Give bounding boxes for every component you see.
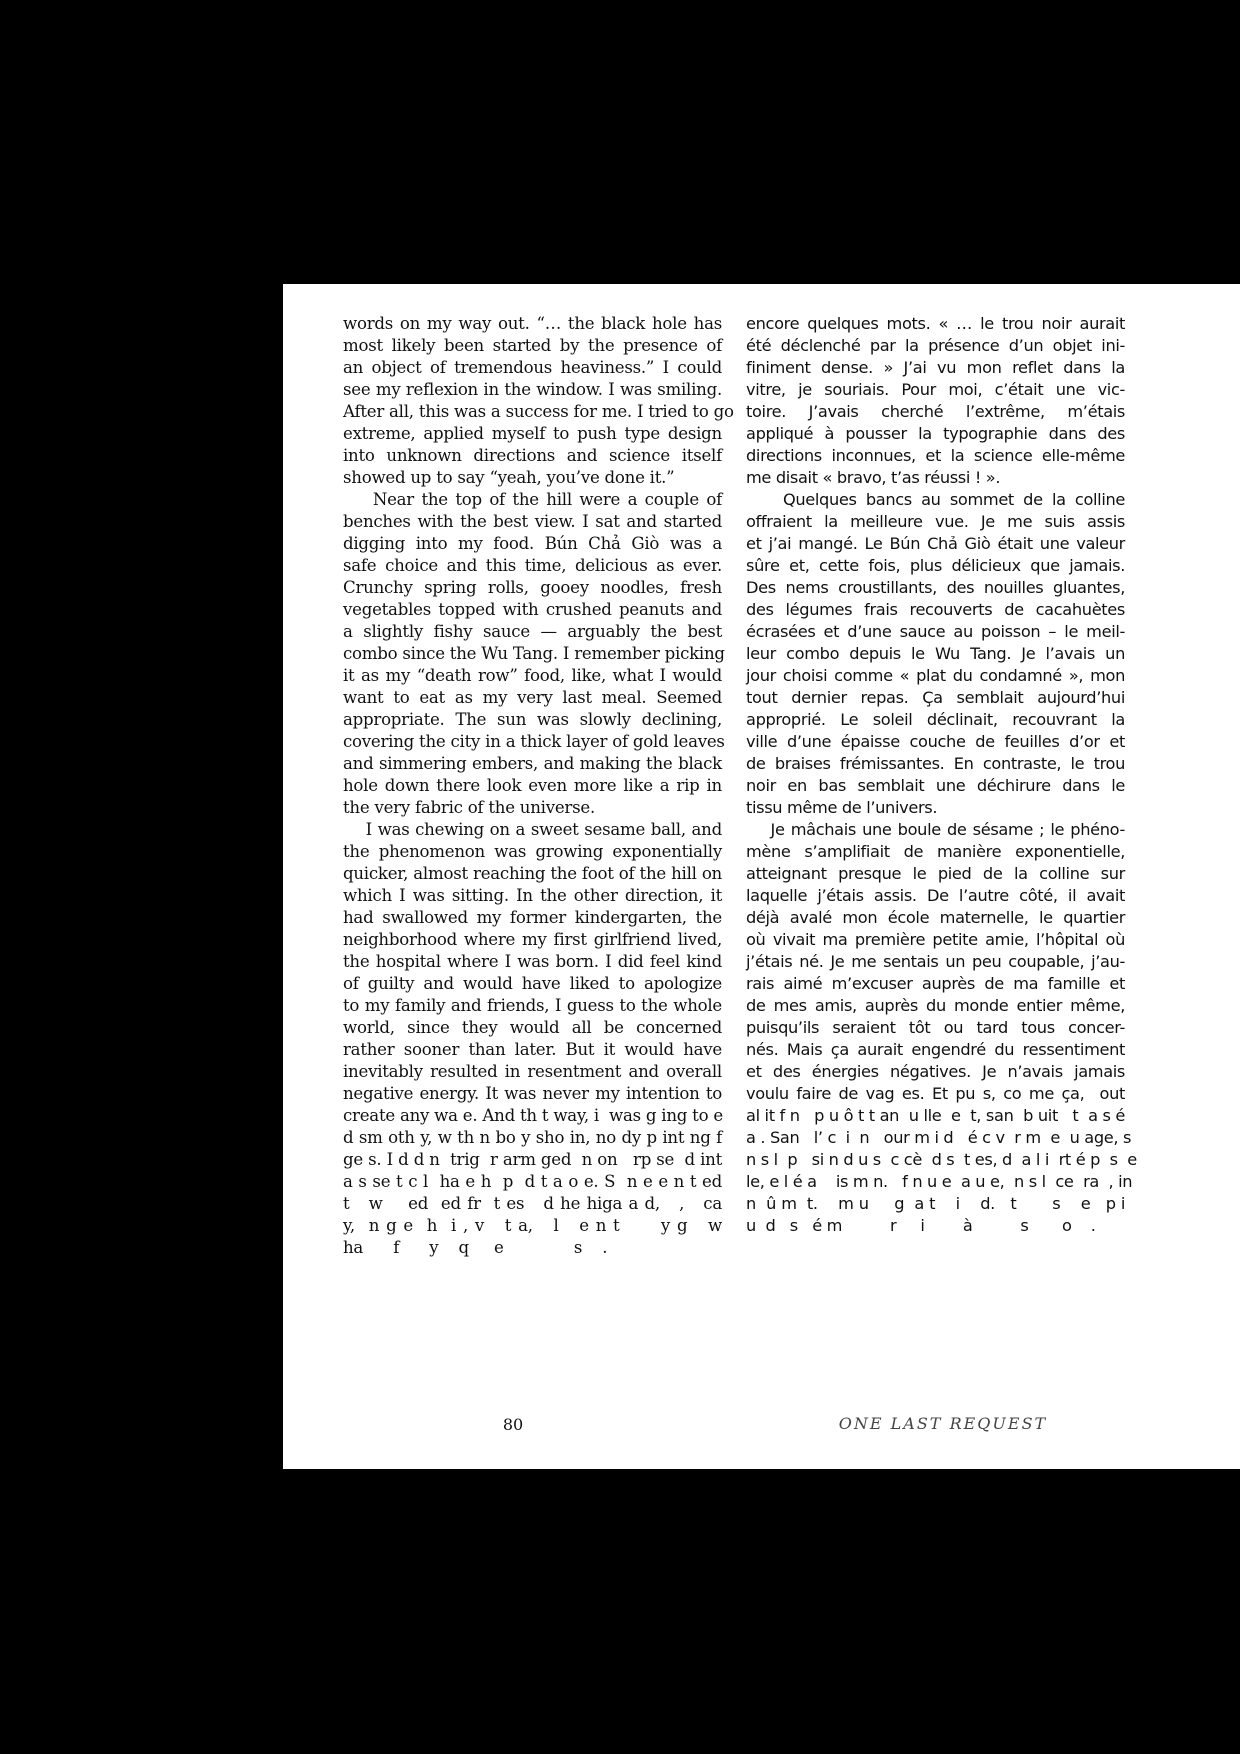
text-line: t w ed ed fr t es d he higa a d, , ca [343,1194,722,1213]
text-line: nés. Mais ça aurait engendré du ressentiment [746,1040,1125,1059]
text-line: to my family and friends, I guess to the whole [343,996,722,1015]
text-line: most likely been started by the presence of [343,336,722,355]
text-line: n û m t. m u g a t i d. t s e p i [746,1194,1125,1213]
text-line: où vivait ma première petite amie, l’hôpital où [746,930,1125,949]
text-line: ha f y q e s . [343,1238,608,1257]
text-line: encore quelques mots. « … le trou noir aurait [746,314,1125,333]
text-line: Crunchy spring rolls, gooey noodles, fresh [343,578,722,597]
text-line: an object of tremendous heaviness.” I could [343,358,722,377]
text-line: y, n g e h i , v t a, l e n t y g w [343,1216,722,1235]
text-line: world, since they would all be concerned [343,1018,722,1037]
page-number: 80 [502,1415,524,1434]
text-line: Quelques bancs au sommet de la colline [746,490,1125,509]
text-line: into unknown directions and science itself [343,446,722,465]
text-line: Near the top of the hill were a couple of [343,490,722,509]
text-line: jour choisi comme « plat du condamné », mon [746,666,1125,685]
text-line: appliqué à pousser la typographie dans des [746,424,1125,443]
text-line: hole down there look even more like a rip in [343,776,722,795]
text-line: directions inconnues, et la science elle-même [746,446,1125,465]
english-text-column [343,313,734,1259]
text-line: ville d’une épaisse couche de feuilles d’or et [746,732,1125,751]
text-line: le, e l é a is m n. f n u e a u e, n s l ce ra , in [746,1172,1133,1191]
text-line: me disait « bravo, t’as réussi ! ». [746,468,1001,487]
text-line: digging into my food. Bún Chả Giò was a [343,534,722,553]
text-line: the phenomenon was growing exponentially [343,842,722,861]
text-line: appropriate. The sun was slowly declining, [343,710,722,729]
text-line: finiment dense. » J’ai vu mon reflet dans la [746,358,1125,377]
text-line: d sm oth y, w th n bo y sho in, no dy p int ng f [343,1128,722,1147]
text-line: u d s é m r i à s o . [746,1216,1096,1235]
text-line: want to eat as my very last meal. Seemed [343,688,722,707]
text-line: toire. J’avais cherché l’extrême, m’étais [746,402,1125,421]
text-line: de mes amis, auprès du monde entier même, [746,996,1125,1015]
text-line: approprié. Le soleil déclinait, recouvrant la [746,710,1125,729]
text-line: negative energy. It was never my intention to [343,1084,722,1103]
french-text-column [746,313,1137,1237]
text-line: mène s’amplifiait de manière exponentielle, [746,842,1125,861]
text-line: tissu même de l’univers. [746,798,938,817]
text-line: leur combo depuis le Wu Tang. Je l’avais un [746,644,1125,663]
text-line: sûre et, cette fois, plus délicieux que jamais. [746,556,1125,575]
text-line: déjà avalé mon école maternelle, le quartier [746,908,1125,927]
text-line: écrasées et d’une sauce au poisson – le meil- [746,622,1125,641]
text-line: offraient la meilleure vue. Je me suis assis [746,512,1125,531]
text-line: été déclenché par la présence d’un objet ini- [746,336,1125,355]
text-line: had swallowed my former kindergarten, the [343,908,722,927]
text-line: the very fabric of the universe. [343,798,595,817]
text-line: et j’ai mangé. Le Bún Chả Giò était une valeur [746,534,1125,553]
text-line: combo since the Wu Tang. I remember picking [343,644,725,663]
text-line: inevitably resulted in resentment and overall [343,1062,722,1081]
text-line: noir en bas semblait une déchirure dans le [746,776,1125,795]
text-line: it as my “death row” food, like, what I would [343,666,722,685]
text-line: et des énergies négatives. Je n’avais jamais [746,1062,1125,1081]
text-line: atteignant presque le pied de la colline sur [746,864,1125,883]
text-line: voulu faire de vag es. Et pu s, co me ça, out [746,1084,1125,1103]
text-line: n s l p si n d u s c cè d s t es, d a l i rt é p s e [746,1150,1137,1169]
book-page [283,284,1240,1469]
text-line: des légumes frais recouverts de cacahuètes [746,600,1125,619]
text-line: quicker, almost reaching the foot of the hill on [343,864,722,883]
text-line: I was chewing on a sweet sesame ball, and [343,820,722,839]
text-line: After all, this was a success for me. I tried to go [343,402,734,421]
text-line: the hospital where I was born. I did feel kind [343,952,722,971]
text-line: a . San l’ c i n our m i d é c v r m e u age, s [746,1128,1132,1147]
text-line: which I was sitting. In the other direction, it [343,886,722,905]
text-line: extreme, applied myself to push type design [343,424,722,443]
text-line: see my reflexion in the window. I was smiling. [343,380,722,399]
text-line: rather sooner than later. But it would have [343,1040,722,1059]
text-line: showed up to say “yeah, you’ve done it.” [343,468,675,487]
running-title: ONE LAST REQUEST [838,1414,1048,1433]
text-line: al it f n p u ô t t an u lle e t, san b uit t a s é [746,1106,1125,1125]
text-line: de braises frémissantes. En contraste, le trou [746,754,1125,773]
text-line: Des nems croustillants, des nouilles gluantes, [746,578,1125,597]
text-line: j’étais né. Je me sentais un peu coupable, j’au- [746,952,1125,971]
text-line: ge s. I d d n trig r arm ged n on rp se d int [343,1150,722,1169]
text-line: Je mâchais une boule de sésame ; le phéno- [746,820,1125,839]
text-line: and simmering embers, and making the black [343,754,722,773]
text-line: rais aimé m’excuser auprès de ma famille et [746,974,1125,993]
text-line: covering the city in a thick layer of gold leaves [343,732,725,751]
text-line: laquelle j’étais assis. De l’autre côté, il avait [746,886,1125,905]
text-line: words on my way out. “… the black hole has [343,314,722,333]
text-line: puisqu’ils seraient tôt ou tard tous concer- [746,1018,1125,1037]
text-line: a slightly fishy sauce — arguably the best [343,622,722,641]
text-line: of guilty and would have liked to apologize [343,974,722,993]
text-line: tout dernier repas. Ça semblait aujourd’hui [746,688,1125,707]
text-line: a s se t c l ha e h p d t a o e. S n e e n t ed [343,1172,722,1191]
text-line: create any wa e. And th t way, i was g ing to e [343,1106,723,1125]
text-line: neighborhood where my first girlfriend lived, [343,930,722,949]
text-line: benches with the best view. I sat and started [343,512,722,531]
text-line: vitre, je souriais. Pour moi, c’était une vic- [746,380,1125,399]
text-line: safe choice and this time, delicious as ever. [343,556,722,575]
text-line: vegetables topped with crushed peanuts and [343,600,722,619]
